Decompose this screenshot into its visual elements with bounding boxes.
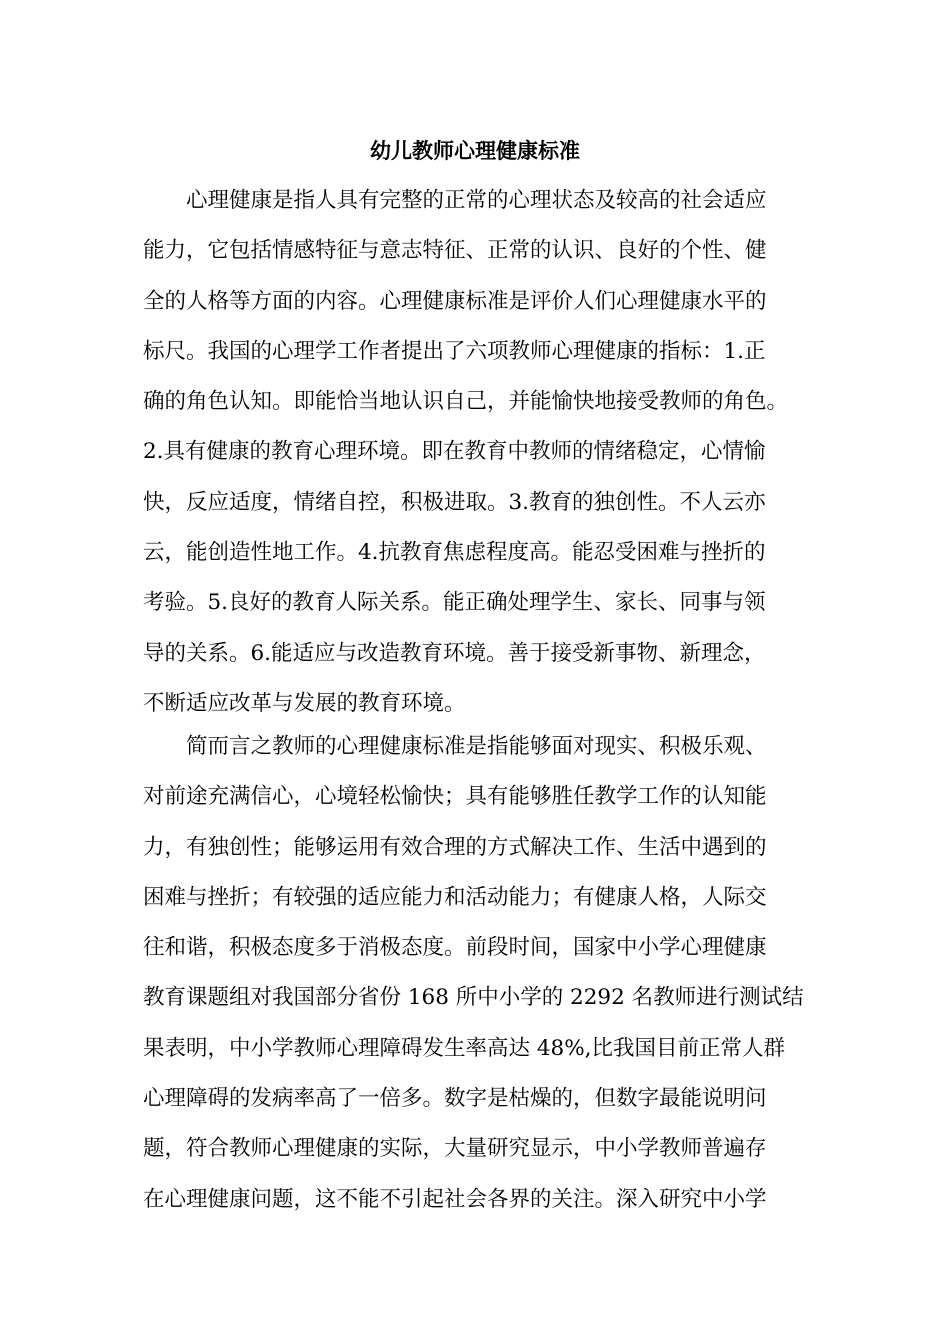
paragraph-line: 简而言之教师的心理健康标准是指能够面对现实、积极乐观、 [143, 734, 767, 759]
paragraph-line: 往和谐，积极态度多于消极态度。前段时间，国家中小学心理健康 [143, 935, 767, 961]
paragraph-line: 困难与挫折；有较强的适应能力和活动能力；有健康人格，人际交 [143, 884, 767, 910]
paragraph-line: 能力，它包括情感特征与意志特征、正常的认识、良好的个性、健 [143, 238, 767, 264]
paragraph-line: 快，反应适度，情绪自控，积极进取。3.教育的独创性。不人云亦 [143, 489, 766, 515]
paragraph-line: 2.具有健康的教育心理环境。即在教育中教师的情绪稳定，心情愉 [143, 439, 766, 465]
paragraph-line: 考验。5.良好的教育人际关系。能正确处理学生、家长、同事与领 [143, 590, 766, 616]
paragraph-line: 果表明，中小学教师心理障碍发生率高达 48%,比我国目前正常人群 [143, 1035, 785, 1061]
paragraph-line: 力，有独创性；能够运用有效合理的方式解决工作、生活中遇到的 [143, 834, 767, 860]
document-title: 幼儿教师心理健康标准 [370, 138, 580, 163]
paragraph-2 [143, 722, 809, 1225]
paragraph-line: 全的人格等方面的内容。心理健康标准是评价人们心理健康水平的 [143, 288, 767, 314]
paragraph-line: 题，符合教师心理健康的实际，大量研究显示，中小学教师普遍存 [143, 1136, 767, 1162]
paragraph-line: 云，能创造性地工作。4.抗教育焦虑程度高。能忍受困难与挫折的 [143, 540, 766, 566]
paragraph-line: 导的关系。6.能适应与改造教育环境。善于接受新事物、新理念， [143, 640, 766, 666]
paragraph-line: 心理健康是指人具有完整的正常的心理状态及较高的社会适应 [143, 188, 767, 213]
paragraph-line: 在心理健康问题，这不能不引起社会各界的关注。深入研究中小学 [143, 1186, 767, 1212]
paragraph-line: 不断适应改革与发展的教育环境。 [143, 690, 466, 716]
paragraph-line: 标尺。我国的心理学工作者提出了六项教师心理健康的指标：1.正 [143, 338, 766, 364]
paragraph-line: 确的角色认知。即能恰当地认识自己，并能愉快地接受教师的角色。 [143, 389, 789, 415]
paragraph-line: 教育课题组对我国部分省份 168 所中小学的 2292 名教师进行测试结 [143, 985, 804, 1011]
paragraph-line: 心理障碍的发病率高了一倍多。数字是枯燥的，但数字最能说明问 [143, 1086, 767, 1112]
paragraph-1 [143, 176, 809, 729]
paragraph-line: 对前途充满信心，心境轻松愉快；具有能够胜任教学工作的认知能 [143, 784, 767, 810]
